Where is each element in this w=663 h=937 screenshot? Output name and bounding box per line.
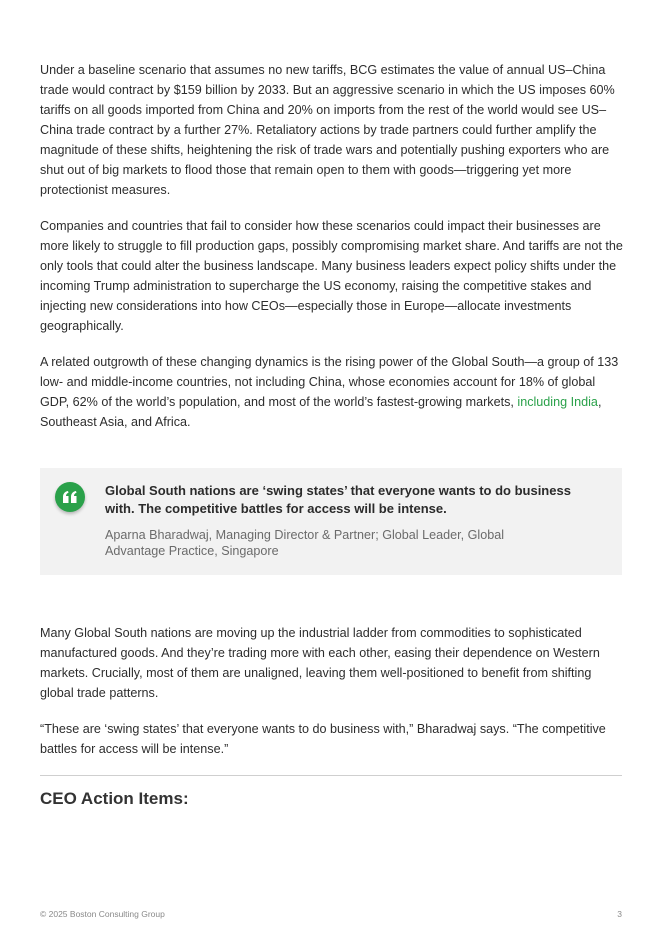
including-india-link[interactable]: including India: [517, 395, 598, 409]
paragraph-global-south-text: A related outgrowth of these changing dynamics is the rising power of the Global South—a group of 133 low- and middle-income countries, not including China, whose economies account for 18% of global GDP, 62% of the world’s population, and most of the world’s fastest-growing markets,: [40, 355, 619, 409]
footer-copyright: © 2025 Boston Consulting Group: [40, 909, 165, 919]
paragraph-global-south-tail: , Southeast Asia, and Africa.: [40, 395, 602, 429]
article-continuation: [40, 623, 625, 759]
paragraph-trade-scenarios: Under a baseline scenario that assumes no new tariffs, BCG estimates the value of annual US–China trade would contract by $159 billion by 2033. But an aggressive scenario in which the US imposes 60% tariffs on all goods imported from China and 20% on imports from the rest of the world would see US–China trade contract by a further 27%. Retaliatory actions by trade partners could further amplify the magnitude of these shifts, heightening the risk of trade wars and potentially pushing exporters who are shut out of big markets to flood those that remain open to them with goods—triggering yet more protectionist measures.: [40, 63, 615, 197]
paragraph-global-south: [40, 352, 625, 432]
pull-quote-attribution: Aparna Bharadwaj, Managing Director & Partner; Global Leader, Global Advantage Practice, Singapore: [105, 528, 505, 558]
paragraph-swing-states-quote: “These are ‘swing states’ that everyone wants to do business with,” Bharadwaj says. “The competitive battles for access will be intense.”: [40, 722, 606, 756]
pull-quote-text: Global South nations are ‘swing states’ that everyone wants to do business with. The competitive battles for access will be intense.: [105, 483, 571, 516]
section-heading: CEO Action Items:: [40, 789, 189, 808]
quote-icon: [55, 482, 85, 512]
section-divider: [40, 775, 622, 776]
pull-quote: [40, 468, 622, 575]
article-body: [40, 60, 625, 809]
paragraph-business-landscape: Companies and countries that fail to consider how these scenarios could impact their businesses are more likely to struggle to fill production gaps, possibly compromising market share. And tariffs are not the only tools that could alter the business landscape. Many business leaders expect policy shifts under the incoming Trump administration to supercharge the US economy, raising the competitive stakes and injecting new considerations into how CEOs—especially those in Europe—allocate investments geographically.: [40, 219, 623, 333]
footer-page-number: 3: [617, 909, 622, 919]
paragraph-industrial-ladder: Many Global South nations are moving up the industrial ladder from commodities to sophisticated manufactured goods. And they’re trading more with each other, easing their dependence on Western markets. Crucially, most of them are unaligned, leaving them well-positioned to benefit from shifting global trade patterns.: [40, 626, 600, 700]
